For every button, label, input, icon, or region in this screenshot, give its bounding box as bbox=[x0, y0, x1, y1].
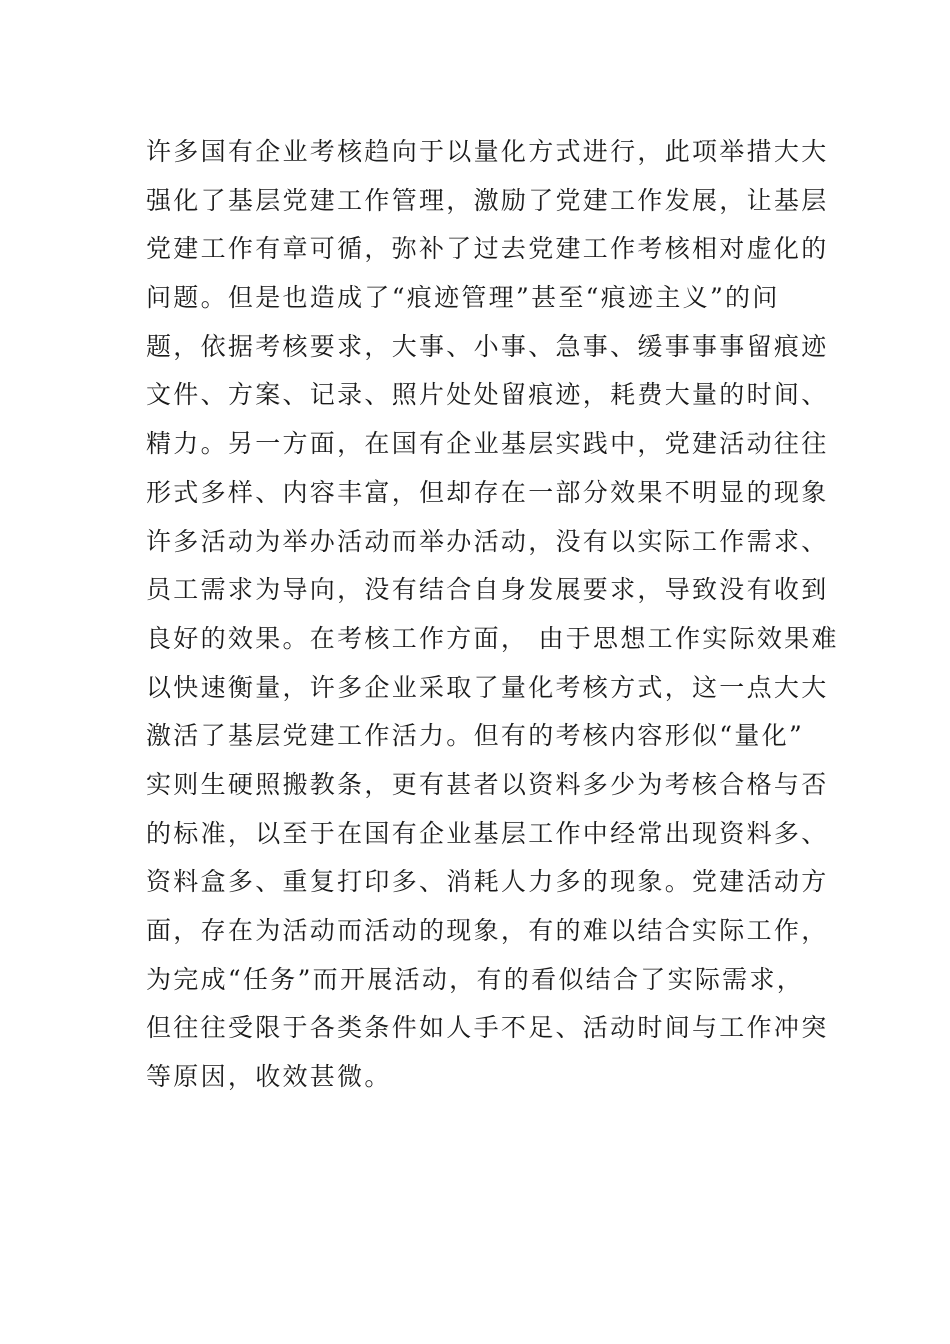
text-line: 以快速衡量，许多企业采取了量化考核方式，这一点大大 bbox=[146, 672, 829, 702]
text-line: 许多活动为举办活动而举办活动，没有以实际工作需求、 bbox=[146, 526, 829, 556]
text-line: 但往往受限于各类条件如人手不足、活动时间与工作冲突 bbox=[146, 1013, 829, 1043]
text-line: 等原因，收效甚微。 bbox=[146, 1062, 392, 1092]
text-line: 精力。另一方面，在国有企业基层实践中，党建活动往往 bbox=[146, 429, 829, 459]
text-line: 的标准，以至于在国有企业基层工作中经常出现资料多、 bbox=[146, 818, 829, 848]
text-line: 许多国有企业考核趋向于以量化方式进行，此项举措大大 bbox=[146, 137, 829, 166]
text-line: 面，存在为活动而活动的现象，有的难以结合实际工作， bbox=[146, 916, 829, 945]
text-line: 实则生硬照搬教条，更有甚者以资料多少为考核合格与否 bbox=[146, 769, 829, 799]
text-line: 激活了基层党建工作活力。但有的考核内容形似“量化” bbox=[146, 721, 805, 751]
text-line: 良好的效果。在考核工作方面， 由于思想工作实际效果难 bbox=[146, 623, 839, 653]
text-line: 为完成“任务”而开展活动，有的看似结合了实际需求， bbox=[146, 964, 805, 994]
text-line: 强化了基层党建工作管理，激励了党建工作发展，让基层 bbox=[146, 185, 829, 215]
text-line: 题，依据考核要求，大事、小事、急事、缓事事事留痕迹 bbox=[146, 331, 829, 361]
body-paragraph bbox=[146, 128, 839, 1102]
text-line: 文件、方案、记录、照片处处留痕迹，耗费大量的时间、 bbox=[146, 380, 829, 410]
text-line: 问题。但是也造成了“痕迹管理”甚至“痕迹主义”的问 bbox=[146, 283, 780, 313]
text-line: 党建工作有章可循，弥补了过去党建工作考核相对虚化的 bbox=[146, 234, 829, 264]
text-line: 资料盒多、重复打印多、消耗人力多的现象。党建活动方 bbox=[146, 867, 829, 897]
text-line: 员工需求为导向，没有结合自身发展要求，导致没有收到 bbox=[146, 575, 829, 605]
text-line: 形式多样、内容丰富，但却存在一部分效果不明显的现象 bbox=[146, 477, 829, 507]
